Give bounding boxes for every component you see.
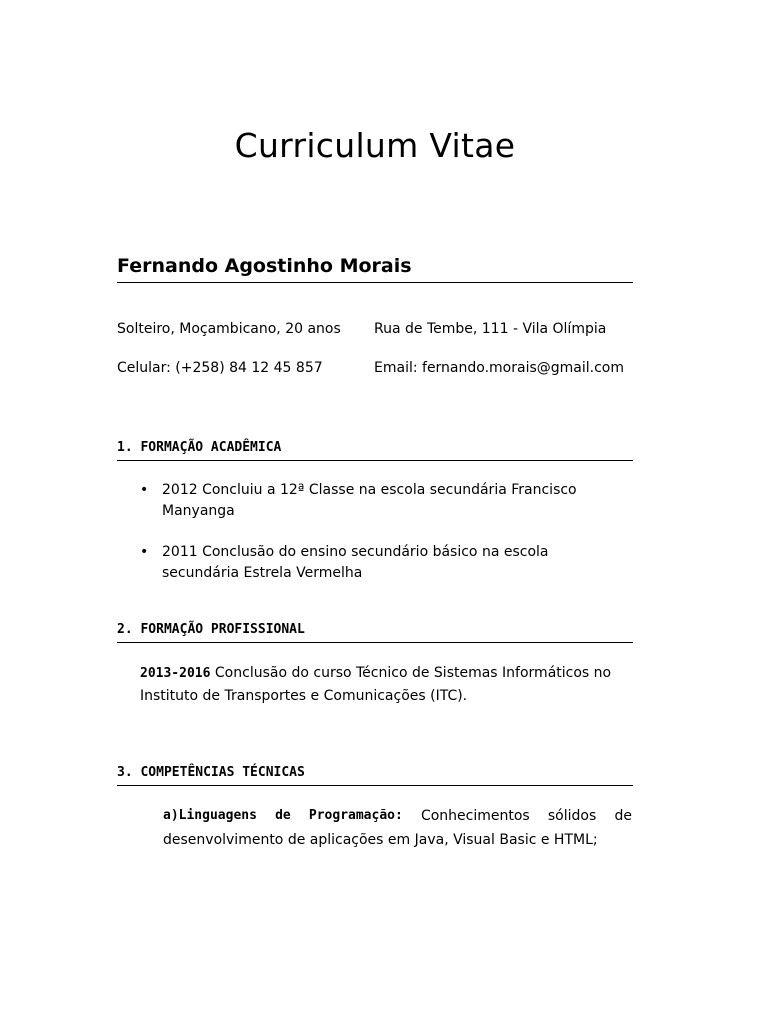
section-heading-academic: 1. FORMAÇÃO ACADÊMICA — [117, 439, 633, 461]
name-header — [117, 254, 633, 283]
technical-text-word: de — [614, 808, 632, 824]
technical-text-word: Conhecimentos — [420, 808, 530, 824]
list-item — [140, 542, 610, 584]
document-title: Curriculum Vitae — [234, 126, 516, 165]
technical-label-word: a)Linguagens — [163, 808, 257, 823]
marital-status: Solteiro, Moçambicano, 20 anos — [117, 321, 341, 337]
academic-item-text: 2011 Conclusão do ensino secundário básico na escola secundária Estrela Vermelha — [162, 544, 549, 581]
professional-period: 2013-2016 — [140, 666, 211, 681]
bullet-icon: • — [140, 482, 149, 498]
professional-entry — [140, 662, 640, 707]
professional-description: Conclusão do curso Técnico de Sistemas Informáticos no Instituto de Transportes e Comunicações (ITC). — [140, 665, 612, 704]
technical-label-word: de — [275, 808, 291, 823]
section-heading-technical: 3. COMPETÊNCIAS TÉCNICAS — [117, 764, 633, 786]
academic-item-text: 2012 Concluiu a 12ª Classe na escola secundária Francisco Manyanga — [162, 482, 577, 519]
address: Rua de Tembe, 111 - Vila Olímpia — [374, 321, 607, 337]
list-item — [140, 480, 610, 522]
technical-label-word: Programação: — [308, 808, 403, 823]
bullet-icon: • — [140, 544, 149, 560]
email: Email: fernando.morais@gmail.com — [374, 360, 624, 376]
section-heading-professional: 2. FORMAÇÃO PROFISSIONAL — [117, 621, 633, 643]
phone: Celular: (+258) 84 12 45 857 — [117, 360, 323, 376]
technical-text-rest: desenvolvimento de aplicações em Java, Visual Basic e HTML; — [163, 832, 598, 848]
person-name: Fernando Agostinho Morais — [117, 255, 412, 277]
technical-entry — [163, 804, 632, 852]
technical-entry-line — [163, 804, 632, 828]
technical-text-word: sólidos — [547, 808, 597, 824]
